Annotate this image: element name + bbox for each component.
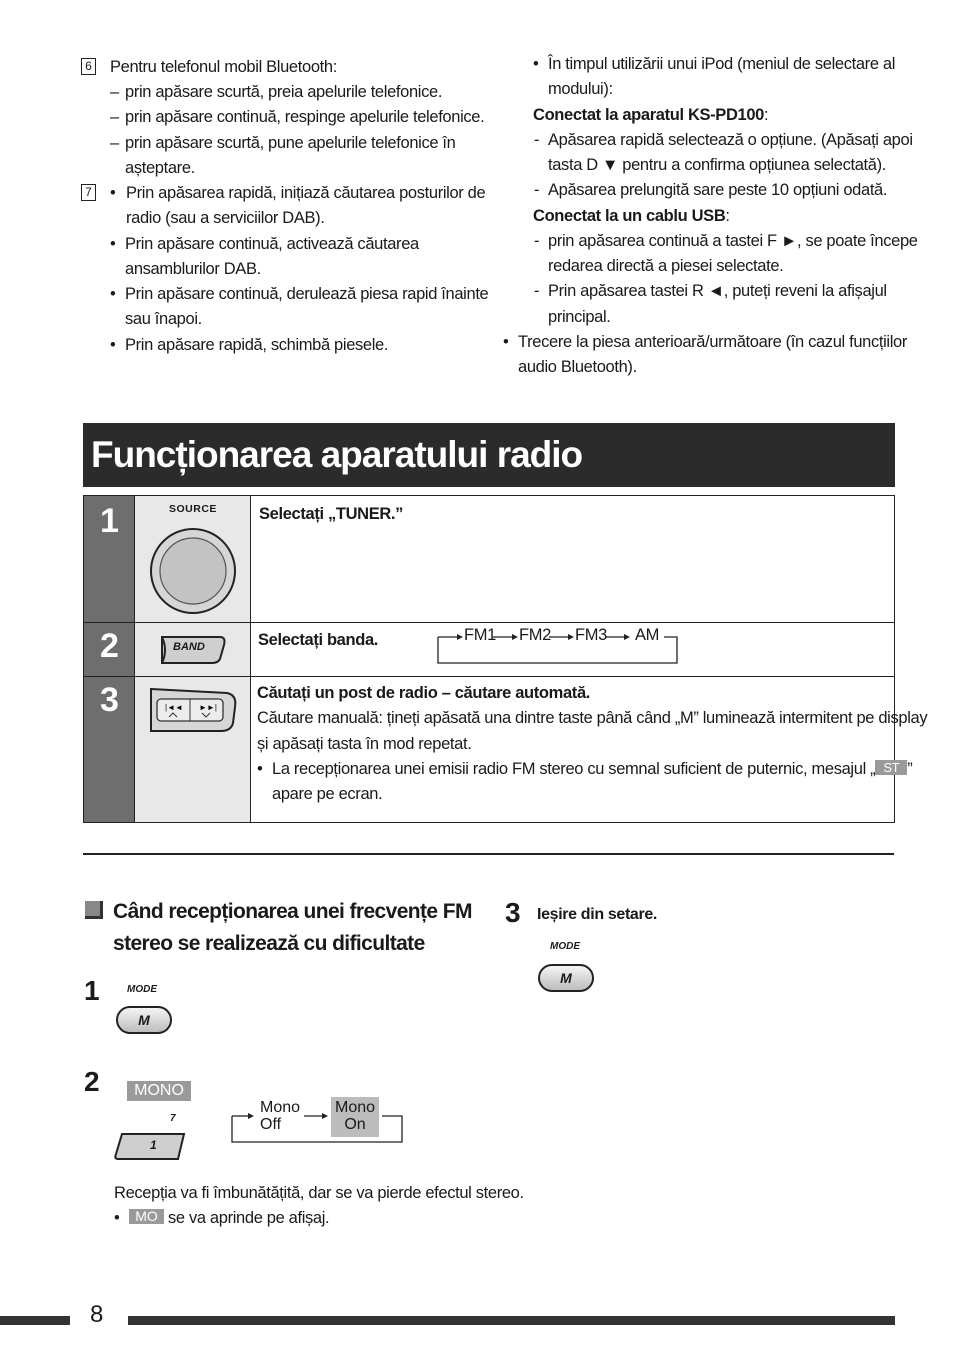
- bullet: •: [114, 1209, 120, 1227]
- svg-text:|◄◄: |◄◄: [165, 703, 183, 712]
- source-label: SOURCE: [169, 503, 217, 515]
- fm-result-text: Recepția va fi îmbunătățită, dar se va pierde efectul stereo.: [114, 1184, 524, 1202]
- mode-m-button-2: M: [538, 964, 594, 992]
- step-2-text: Selectați banda.: [258, 631, 379, 649]
- item-7-line-4: ansamblurilor DAB.: [125, 260, 261, 278]
- item-7-line-5: Prin apăsare continuă, derulează piesa rapid înainte: [125, 285, 489, 303]
- ipod-line-5: Apăsarea prelungită sare peste 10 opțiuni odată.: [548, 181, 888, 199]
- dash: -: [534, 282, 540, 300]
- dash: -: [534, 181, 540, 199]
- band-label: BAND: [173, 641, 205, 653]
- bullet: •: [110, 285, 116, 303]
- bullet: •: [533, 55, 539, 73]
- fm-section-square-icon: [85, 901, 103, 919]
- step-2-num-cell: [84, 623, 135, 676]
- fm-step-1-num: 1: [84, 975, 100, 1006]
- st-badge: ST: [875, 760, 907, 775]
- step-3-title: Căutați un post de radio – căutare automată.: [257, 684, 591, 702]
- usb-line-3: Prin apăsarea tastei R ◄, puteți reveni la afișajul: [548, 282, 887, 300]
- ipod-line-3: Apăsarea rapidă selectează o opțiune. (Apăsați apoi: [548, 131, 913, 149]
- usb-heading: Conectat la un cablu USB:: [533, 207, 730, 225]
- mo-badge: MO: [129, 1209, 164, 1224]
- dash: –: [110, 134, 119, 152]
- mono-off-line-2: Off: [260, 1116, 282, 1133]
- mo-text: se va aprinde pe afișaj.: [168, 1209, 330, 1227]
- bullet: •: [110, 235, 116, 253]
- mono-off-option: [260, 1099, 302, 1133]
- band-am: AM: [635, 626, 660, 644]
- section-title: Funcționarea aparatului radio: [91, 434, 583, 475]
- step-3-num: 3: [100, 681, 119, 719]
- page-number: 8: [90, 1301, 104, 1328]
- item-7-line-6: sau înapoi.: [125, 310, 202, 328]
- seek-buttons-icon: [147, 685, 239, 735]
- st-text-before: La recepționarea unei emisii radio FM stereo cu semnal suficient de puternic, mesajul „: [272, 760, 876, 778]
- mode-m-button: M: [116, 1006, 172, 1034]
- step-2-icon-cell: [135, 623, 251, 676]
- ipod-line-1: În timpul utilizării unui iPod (meniul de selectare al: [548, 55, 896, 73]
- step-3-icon-cell: [135, 677, 251, 822]
- bt-line-2: audio Bluetooth).: [518, 358, 637, 376]
- item-7-line-2: radio (sau a serviciilor DAB).: [126, 209, 325, 227]
- mono-on-line-2: On: [344, 1116, 366, 1133]
- fm-section-title-2: stereo se realizează cu dificultate: [113, 932, 425, 955]
- step-1-num: 1: [100, 502, 119, 540]
- mode-label-2: MODE: [550, 941, 580, 952]
- dash: -: [534, 232, 540, 250]
- usb-line-4: principal.: [548, 308, 611, 326]
- item-6-line-3: prin apăsare scurtă, pune apelurile telefonice în: [125, 134, 456, 152]
- source-knob-icon: [148, 526, 238, 616]
- step-3-bullet-line-1: [272, 757, 912, 783]
- band-cycle-diagram: [437, 625, 678, 665]
- item-6-line-4: așteptare.: [125, 159, 195, 177]
- mode-label: MODE: [127, 984, 157, 995]
- step-1-num-cell: [84, 496, 135, 622]
- fm-step-2-num: 2: [84, 1066, 100, 1097]
- bullet: •: [503, 333, 509, 351]
- section-separator: [83, 853, 894, 855]
- key-7-label: 7: [170, 1113, 176, 1124]
- usb-line-1: prin apăsarea continuă a tastei F ►, se poate începe: [548, 232, 918, 250]
- step-2-num: 2: [100, 627, 119, 665]
- dash: -: [534, 131, 540, 149]
- svg-text:►►|: ►►|: [199, 703, 217, 712]
- footer-bar-right: [128, 1316, 895, 1325]
- section-title-bar: [83, 423, 895, 487]
- item-6-intro: Pentru telefonul mobil Bluetooth:: [110, 58, 337, 76]
- mono-badge: MONO: [127, 1081, 191, 1101]
- mono-on-line-1: Mono: [334, 1099, 376, 1116]
- band-fm3: FM3: [575, 626, 607, 644]
- ipod-line-4: tasta D ▼ pentru a confirma opțiunea selectată).: [548, 156, 886, 174]
- item-6-line-1: prin apăsare scurtă, preia apelurile telefonice.: [125, 83, 443, 101]
- mono-off-line-1: Mono: [260, 1099, 301, 1116]
- step-3-line-2: și apăsați tasta în mod repetat.: [257, 735, 472, 753]
- st-text-after: ”: [907, 760, 913, 778]
- bullet: •: [110, 184, 116, 202]
- dash: –: [110, 83, 119, 101]
- item-7-line-7: Prin apăsare rapidă, schimbă piesele.: [125, 336, 389, 354]
- item-6-line-2: prin apăsare continuă, respinge apelurile telefonice.: [125, 108, 485, 126]
- band-fm2: FM2: [519, 626, 551, 644]
- usb-line-2: redarea directă a piesei selectate.: [548, 257, 784, 275]
- ks-pd100-heading: Conectat la aparatul KS-PD100:: [533, 106, 769, 124]
- footer-bar-left: [0, 1316, 70, 1325]
- step-1-text: Selectați „TUNER.”: [259, 505, 404, 523]
- dash: –: [110, 108, 119, 126]
- bullet: •: [110, 336, 116, 354]
- bullet: •: [257, 760, 263, 778]
- step-3-num-cell: [84, 677, 135, 822]
- fm-section-title-1: Când recepționarea unei frecvențe FM: [113, 900, 472, 923]
- item-7-box: 7: [81, 184, 96, 201]
- item-7-line-3: Prin apăsare continuă, activează căutarea: [125, 235, 419, 253]
- fm-step-3-num: 3: [505, 897, 521, 928]
- step-3-line-1: Căutare manuală: țineți apăsată una dintre taste până când „M” luminează intermitent pe display: [257, 709, 928, 727]
- ipod-line-2: modului):: [548, 80, 613, 98]
- item-6-box: 6: [81, 58, 96, 75]
- band-fm1: FM1: [464, 626, 496, 644]
- key-1-label: 1: [150, 1138, 157, 1152]
- step-1-icon-cell: [135, 496, 251, 622]
- fm-step-3-text: Ieșire din setare.: [537, 906, 657, 923]
- mono-on-option: [331, 1097, 379, 1137]
- bt-line-1: Trecere la piesa anterioară/următoare (în cazul funcțiilor: [518, 333, 908, 351]
- item-7-line-1: Prin apăsarea rapidă, inițiază căutarea posturilor de: [126, 184, 486, 202]
- step-3-bullet-line-2: apare pe ecran.: [272, 785, 383, 803]
